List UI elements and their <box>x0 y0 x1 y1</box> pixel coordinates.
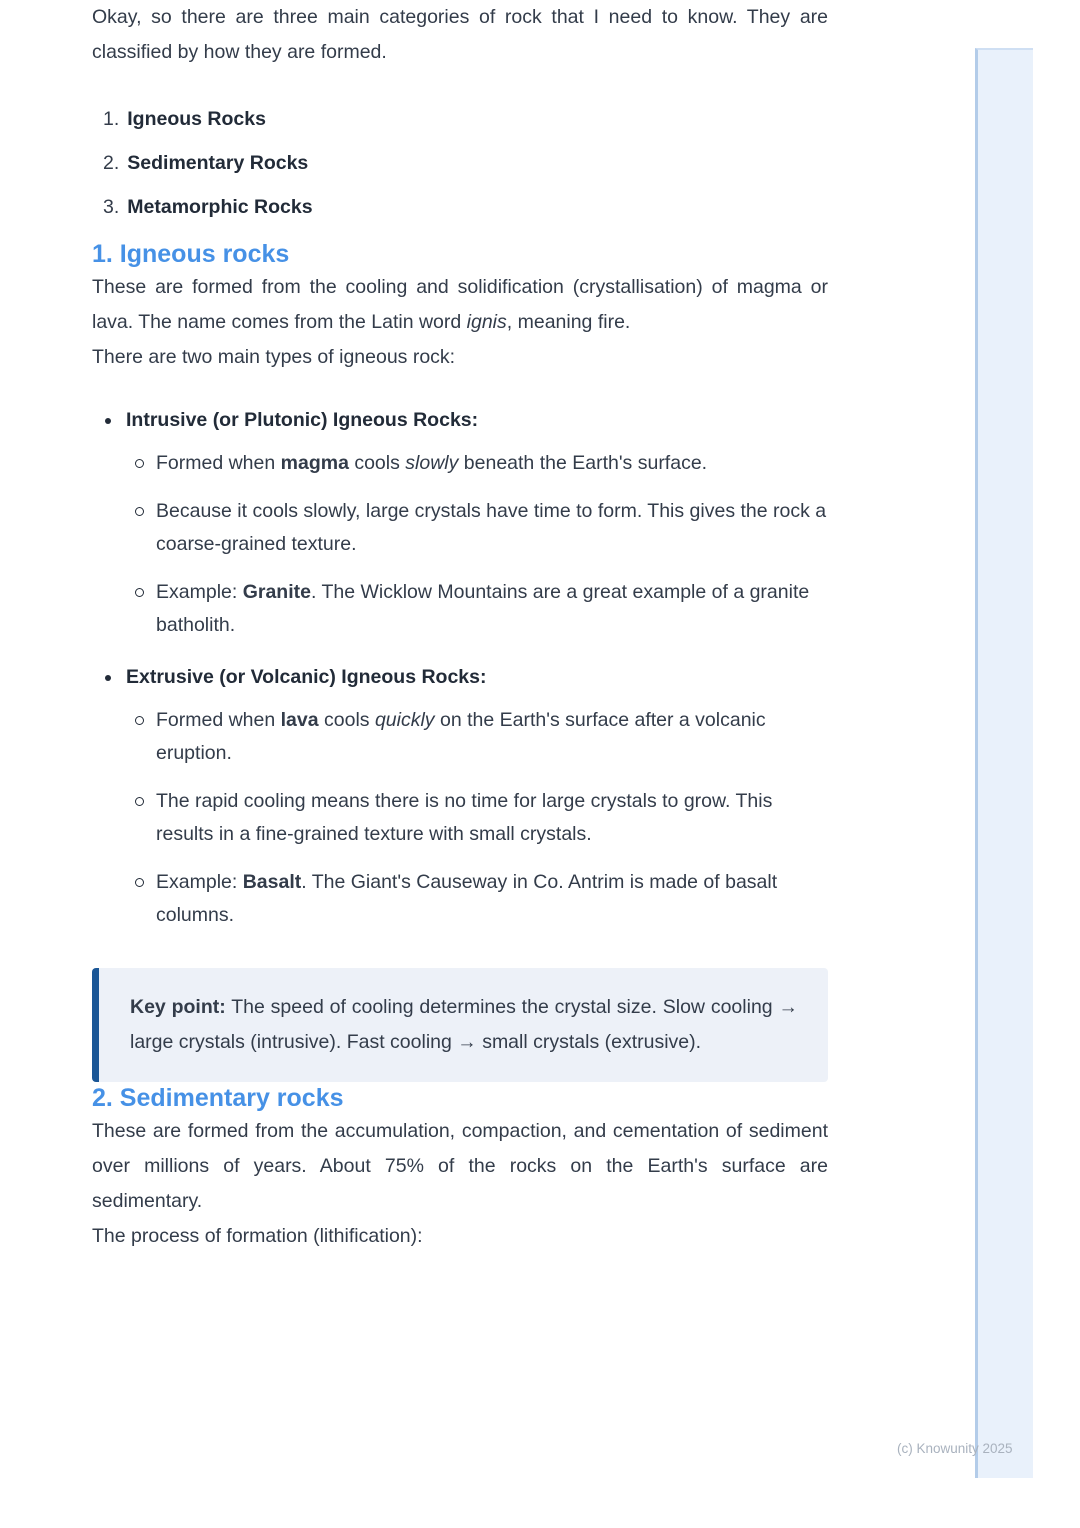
igneous-intro-paragraph: These are formed from the cooling and solidification (crystallisation) of magma or lava. The name comes from the Latin word ignis, meaning fire. <box>92 276 828 333</box>
igneous-types-lead: There are two main types of igneous rock: <box>92 346 456 368</box>
adjacent-page-edge <box>975 48 1033 1478</box>
sedimentary-section-heading: 2. Sedimentary rocks <box>92 1084 344 1112</box>
type-title-row <box>103 407 828 434</box>
sub-point-text: Example: Granite. The Wicklow Mountains are a great example of a granite batholith. <box>156 581 810 636</box>
rock-category-list <box>92 106 828 221</box>
list-label: Sedimentary Rocks <box>127 152 309 174</box>
key-point-callout <box>92 968 828 1082</box>
igneous-section-heading: 1. Igneous rocks <box>92 240 290 268</box>
notes-page-content <box>92 0 828 1254</box>
bullet-dot-icon <box>105 418 111 424</box>
sub-point <box>135 447 828 480</box>
sedimentary-process-lead: The process of formation (lithification): <box>92 1225 423 1247</box>
sub-point <box>135 785 828 851</box>
sub-point-text: Formed when lava cools quickly on the Earth's surface after a volcanic eruption. <box>156 709 766 764</box>
type-title-row <box>103 664 828 691</box>
list-number: 3. <box>103 196 120 218</box>
sub-point-list <box>103 704 828 932</box>
type-item-extrusive <box>103 664 828 932</box>
sub-point-text: Formed when magma cools slowly beneath the Earth's surface. <box>156 452 708 474</box>
list-item <box>103 106 828 133</box>
intro-paragraph: Okay, so there are three main categories of rock that I need to know. They are classified by how they are formed. <box>92 6 828 63</box>
list-label: Igneous Rocks <box>127 108 266 130</box>
list-number: 1. <box>103 108 120 130</box>
list-label: Metamorphic Rocks <box>127 196 313 218</box>
type-title: Intrusive (or Plutonic) Igneous Rocks: <box>126 409 479 431</box>
sub-point <box>135 704 828 770</box>
sub-point <box>135 576 828 642</box>
list-number: 2. <box>103 152 120 174</box>
sub-point-text: The rapid cooling means there is no time for large crystals to grow. This results in a fine-grained texture with small crystals. <box>156 790 773 845</box>
sub-point-text: Example: Basalt. The Giant's Causeway in Co. Antrim is made of basalt columns. <box>156 871 778 926</box>
type-item-intrusive <box>103 407 828 642</box>
sub-point <box>135 495 828 561</box>
bullet-circle-icon <box>135 797 144 806</box>
type-title: Extrusive (or Volcanic) Igneous Rocks: <box>126 666 487 688</box>
bullet-circle-icon <box>135 459 144 468</box>
sub-point-list <box>103 447 828 642</box>
sub-point <box>135 866 828 932</box>
key-point-text: Key point: The speed of cooling determines the crystal size. Slow cooling → large crystals (intrusive). Fast cooling → small crystals (extrusive). <box>130 996 798 1053</box>
bullet-circle-icon <box>135 588 144 597</box>
list-item <box>103 150 828 177</box>
list-item <box>103 194 828 221</box>
sedimentary-intro-paragraph: These are formed from the accumulation, compaction, and cementation of sediment over millions of years. About 75% of the rocks on the Earth's surface are sedimentary. <box>92 1120 828 1212</box>
sub-point-text: Because it cools slowly, large crystals have time to form. This gives the rock a coarse-grained texture. <box>156 500 827 555</box>
watermark: (c) Knowunity 2025 <box>897 1441 1013 1456</box>
bullet-circle-icon <box>135 878 144 887</box>
bullet-circle-icon <box>135 716 144 725</box>
igneous-type-list <box>92 407 828 932</box>
bullet-circle-icon <box>135 507 144 516</box>
bullet-dot-icon <box>105 675 111 681</box>
